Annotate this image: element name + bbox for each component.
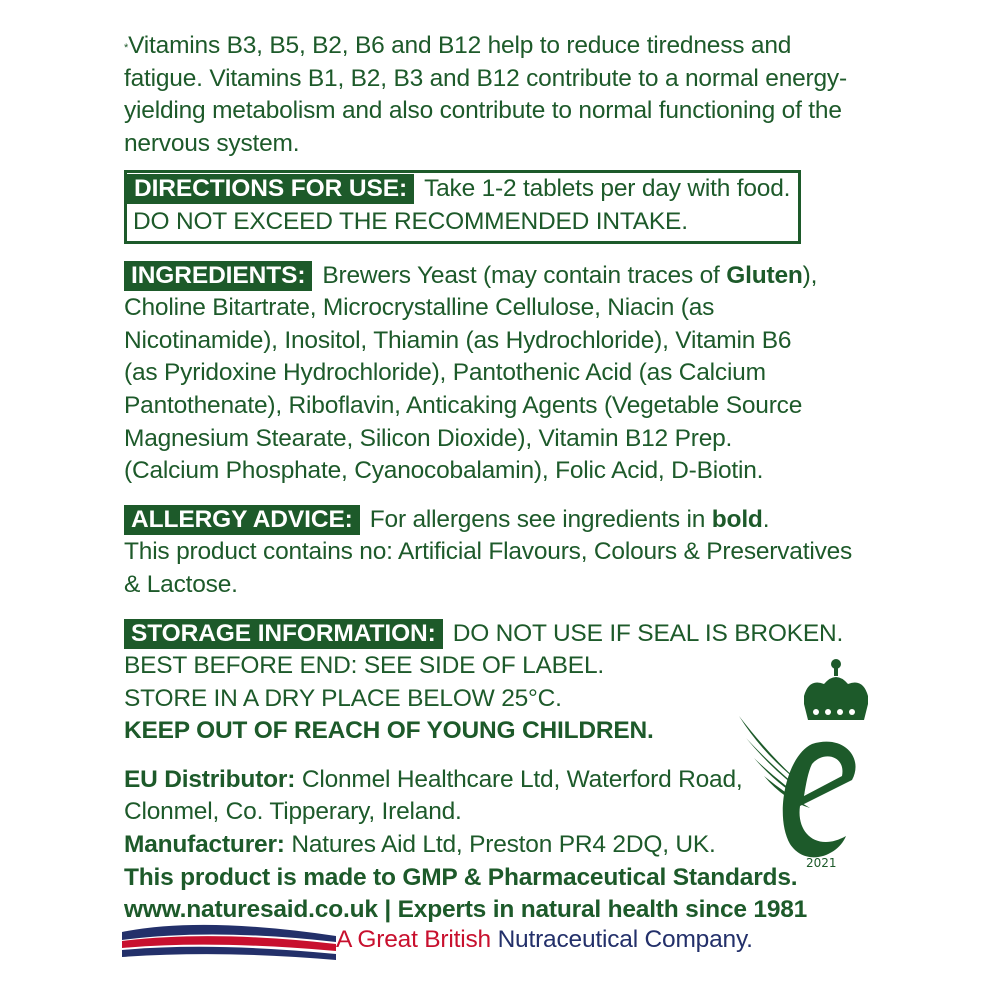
claims-text: Vitamins B3, B5, B2, B6 and B12 help to reduce tiredness and fatigue. Vitamins B1, B2, B3 and B12 contribute to a normal energy-yielding metabolism and also contribute to normal functioning of the nervous system.	[124, 32, 847, 157]
award-year: 2021	[806, 856, 837, 870]
union-flag-swoosh-icon	[122, 920, 336, 962]
storage-line4: KEEP OUT OF REACH OF YOUNG CHILDREN.	[124, 717, 654, 745]
directions-heading: DIRECTIONS FOR USE:	[127, 174, 414, 204]
queens-award-crown-e-icon	[734, 656, 874, 876]
storage-heading: STORAGE INFORMATION:	[124, 619, 443, 649]
manufacturer-text: Natures Aid Ltd, Preston PR4 2DQ, UK.	[291, 831, 716, 859]
storage-line2: BEST BEFORE END: SEE SIDE OF LABEL.	[124, 652, 604, 680]
tagline-navy: Nutraceutical Company.	[497, 926, 753, 953]
directions-line2: DO NOT EXCEED THE RECOMMENDED INTAKE.	[133, 207, 688, 235]
company-tagline	[336, 924, 753, 956]
website-line: www.naturesaid.co.uk | Experts in natural health since 1981	[124, 896, 808, 924]
manufacturer-label: Manufacturer:	[124, 831, 285, 859]
ingredients-text-rest: ), Choline Bitartrate, Microcrystalline Cellulose, Niacin (as Nicotinamide), Inositol, Thiamin (as Hydrochloride), Vitamin B6 (as Pyridoxine Hydrochloride), Pantothenic Acid (as Calcium Pantothenate), Riboflavin, Anticaking Agents (Vegetable Source Magnesium Stearate, Silicon Dioxide), Vitamin B12 Prep. (Calcium Phosphate, Cyanocobalamin), Folic Acid, D-Biotin.	[124, 261, 818, 485]
distributor-label: EU Distributor:	[124, 765, 296, 793]
allergy-section	[124, 504, 864, 602]
claims-asterisk: *	[124, 42, 129, 54]
allergy-text-end: .	[762, 505, 770, 533]
directions-line1: Take 1-2 tablets per day with food.	[424, 175, 791, 203]
directions-box	[124, 170, 801, 243]
allergy-heading: ALLERGY ADVICE:	[124, 505, 360, 535]
allergy-text-start: For allergens see ingredients in	[369, 505, 712, 533]
allergy-bold-word: bold	[711, 505, 763, 533]
storage-line3: STORE IN A DRY PLACE BELOW 25°C.	[124, 684, 562, 712]
storage-line1: DO NOT USE IF SEAL IS BROKEN.	[452, 619, 844, 647]
allergy-line2: This product contains no: Artificial Flavours, Colours & Preservatives & Lactose.	[124, 538, 853, 598]
distributor-text: Clonmel Healthcare Ltd, Waterford Road, Clonmel, Co. Tipperary, Ireland.	[124, 765, 743, 826]
health-claims	[124, 30, 864, 160]
company-section	[124, 764, 744, 829]
ingredients-heading: INGREDIENTS:	[124, 261, 312, 291]
tagline-red: A Great British	[336, 926, 491, 953]
ingredients-text-start: Brewers Yeast (may contain traces of	[322, 261, 727, 289]
ingredients-section	[124, 260, 824, 488]
gmp-statement: This product is made to GMP & Pharmaceutical Standards.	[124, 863, 798, 891]
ingredients-allergen: Gluten	[726, 261, 803, 289]
